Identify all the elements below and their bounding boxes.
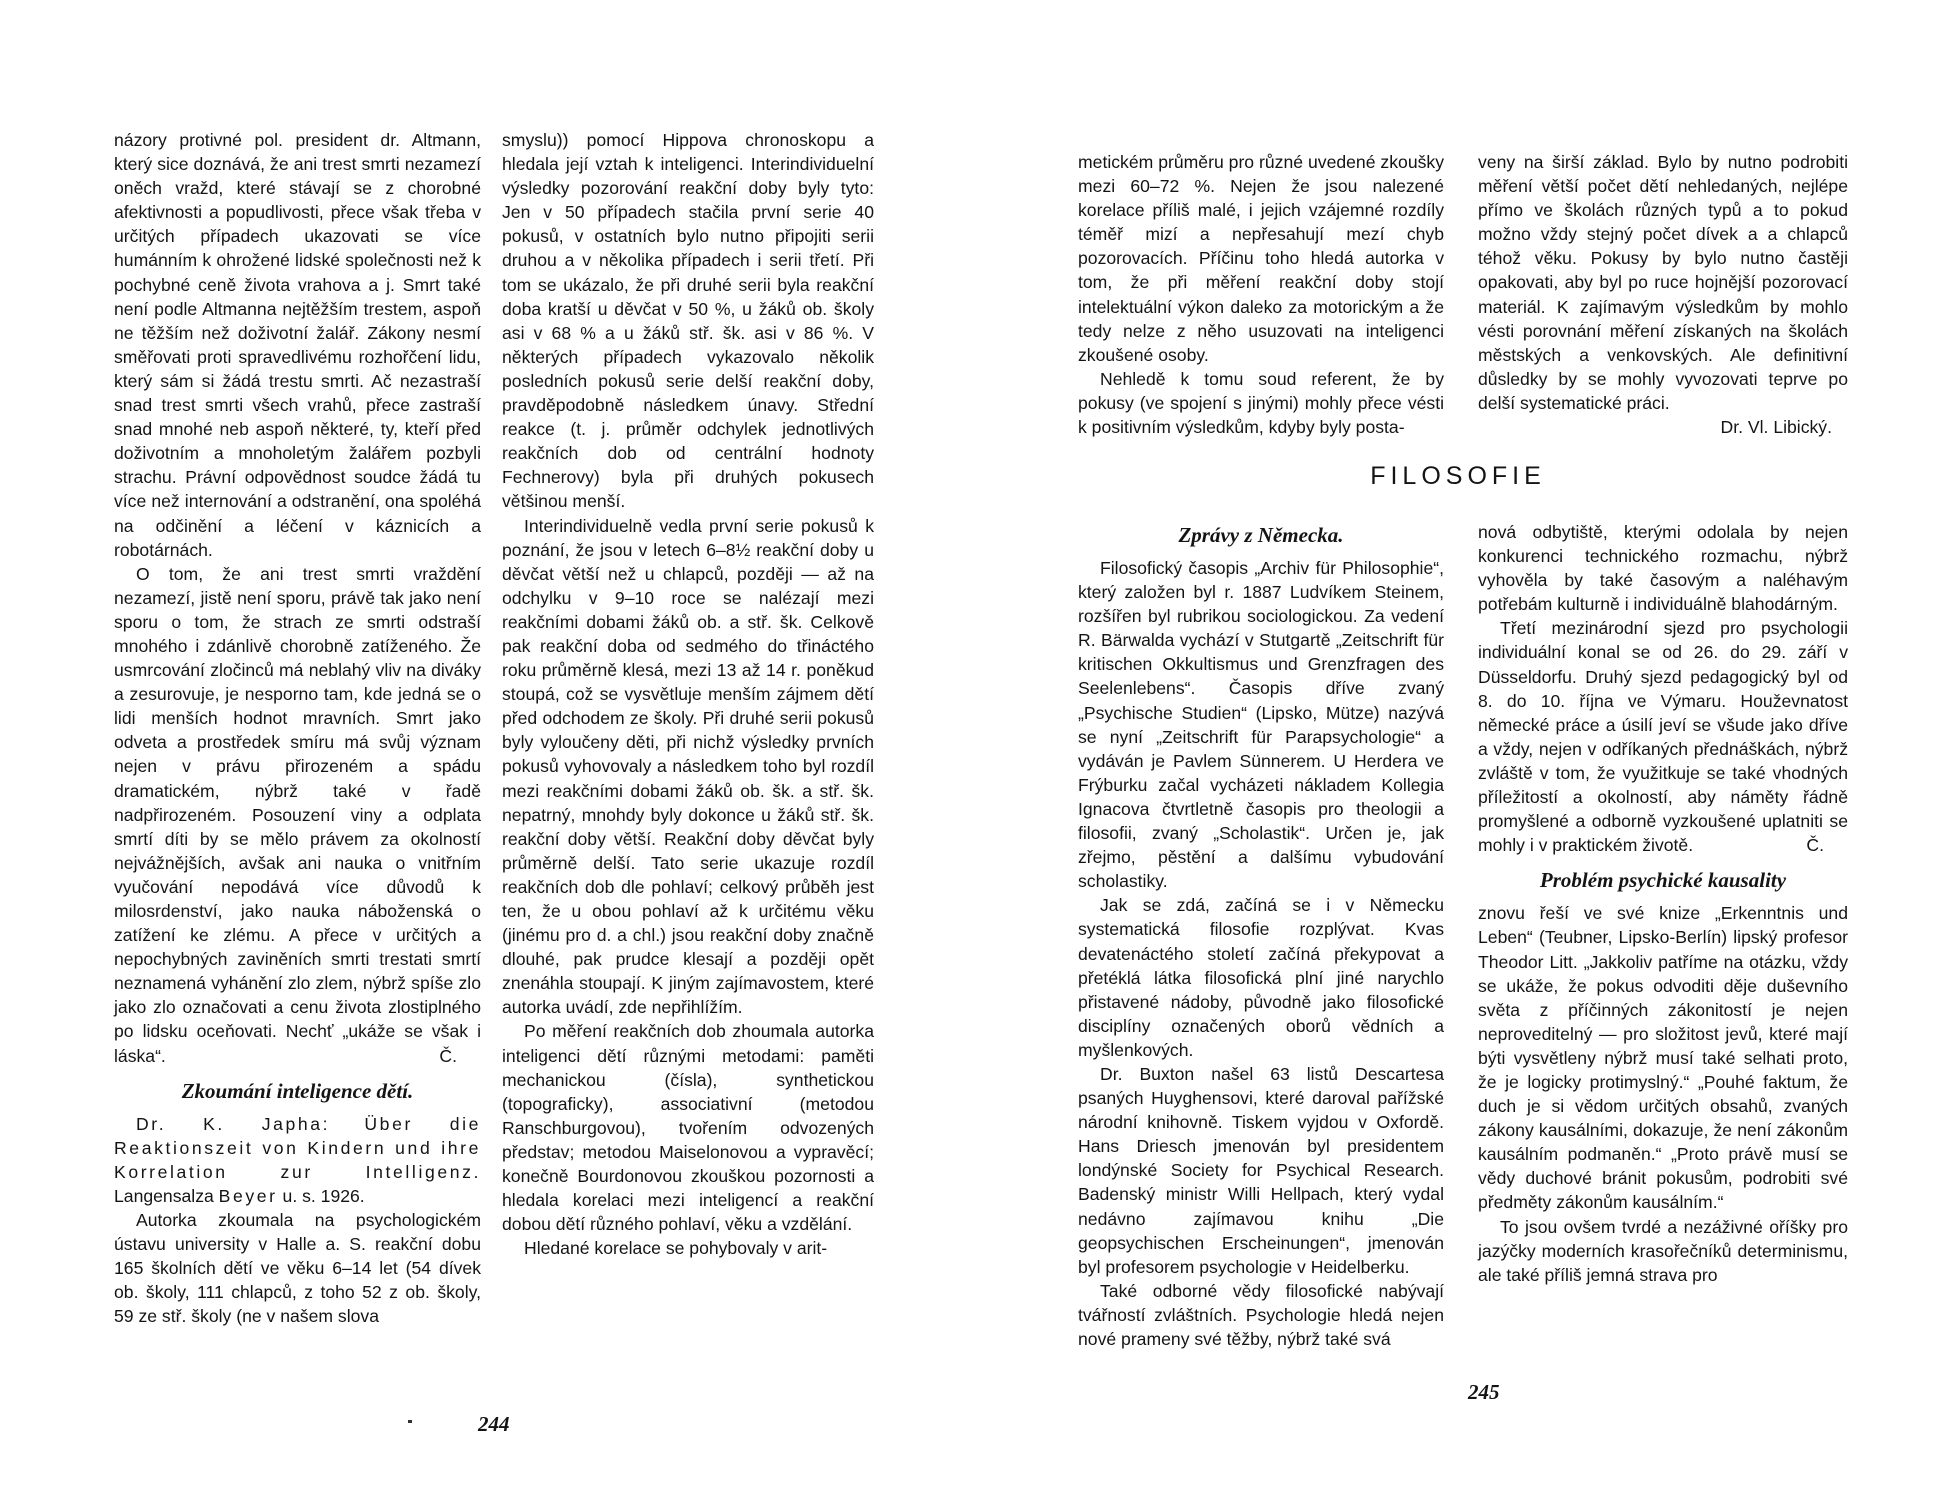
right-page-column-4 (1478, 520, 1848, 1287)
book-citation (114, 1112, 481, 1208)
paragraph (1478, 520, 1848, 616)
left-page-column-2 (502, 128, 874, 1260)
page-number: 245 (1468, 1380, 1500, 1404)
paragraph: Autorka zkoumala na psychologickém ústavu university v Halle a. S. reakční dobu 165 školních dětí ve věku 6–14 let (54 dívek ob. školy, 111 chlapců, z toho 52 z ob. školy, 59 ze stř. školy (ne v našem slova (114, 1210, 481, 1327)
citation-publisher: Beyer (218, 1185, 278, 1206)
paragraph: veny na širší základ. Bylo by nutno podrobiti měření větší počet dětí nehledaných, nejlépe přímo ve školách různých typů a to pokud možno vždy stejný počet dívek a a chlapců téhož věku. Pokusy by bylo nutno častěji opakovati, aby byl po ruce hojnější pozorovací materiál. K zajímavým výsledkům by mohlo vésti porovnání měření získaných na školách městských a venkovských. Ale definitivní důsledky by se mohly vyvozovati teprve po delší systematické práci. (1478, 152, 1848, 413)
paragraph: smyslu)) pomocí Hippova chronoskopu a hledala její vztah k inteligenci. Interindividuelní výsledky pozorování reakční doby byly tyto: Jen v 50 případech stačila první serie 40 pokusů, v ostatních bylo nutno připojiti serii druhou a v několika případech i serii třetí. Při tom se ukázalo, že při druhé serii byla reakční doba kratší u děvčat v 50 %, u žáků ob. školy asi v 68 % a u žáků stř. šk. asi v 86 %. V některých případech vykazovalo několik posledních pokusů serie delší reakční doby, pravděpodobně následkem únavy. Střední reakce (t. j. průměr odchylek jednotlivých reakčních dob od centrální hodnoty Fechnerovy) byla při druhých pokusech většinou menší. (502, 130, 874, 512)
paragraph: Po měření reakčních dob zhoumala autorka inteligenci dětí různými metodami: paměti mechanickou (čísla), synthetickou (topograficky), associativní (metodou Ranschburgovou), tvořením odvozených představ; metodou Maiselonovou a vypravěcí; konečně Bourdonovou zkouškou pozornosti a hledala korelaci mezi inteligencí a reakční dobou dětí různého pohlaví, věku a vzdělání. (502, 1021, 874, 1235)
paragraph-text: O tom, že ani trest smrti vraždění nezamezí, jistě není sporu, právě tak jako není sporu o tom, že strach ze smrti odstraší mnohého i zdánlivě chorobně zatíženého. Že usmrcování zločinců má neblahý vliv na diváky a zesurovuje, je nesporno tam, kde jedná se o lidi menších hodnot mravních. Smrt jako odveta a prostředek smíru má svůj význam nejen v právu přirozeném a spádu dramatickém, nýbrž také v řadě nadpřirozeném. Posouzení viny a odplata smrtí díti by se mělo právem za okolností nejvážnějších, avšak ani nauka o vnitřním vyučování nepodává více důvodů k milosrdenství, jako nauka náboženská o zatížení ke zlému. A přece v určitých a nepochybných zaviněních smrti trestati smrtí neznamená vyhánění zlo zlem, nýbrž spíše zlo jako zlo označovati a cenu života zlostiplného po lidsku oceňovati. Nechť „ukáže se však i láska“. (114, 563, 481, 1066)
author-signature: Č. (1806, 835, 1824, 856)
section-heading: Problém psychické kausality (1539, 868, 1787, 893)
paragraph: To jsou ovšem tvrdé a nezáživné oříšky pro jazýčky moderních krasořečníků determinismu, ale také příliš jemná strava pro (1478, 1216, 1848, 1285)
paragraph: názory protivné pol. president dr. Altmann, který sice doznává, že ani trest smrti nezamezí oněch vražd, které stávají se z chorobné afektivnosti a popudlivosti, přece však třeba v určitých případech ukazovati se více humánním k ohrožené lidské společnosti než k pochybné ceně života vrahova a j. Smrt také není podle Altmanna nejtěžším trestem, aspoň ne těžším než doživotní žalář. Zákony nesmí směřovati proti spravedlivému rozhořčení lidu, který sám si žádá trestu smrti. Ač nezastraší snad trest smrti všech vrahů, přece zastraší snad mnohé neb aspoň některé, ty, kteří před doživotním a mnoholetým žalářem pozbyli strachu. Právní odpovědnost soudce žádá tu více než internování a odstranění, ona spoléhá na odčinění a léčení v káznicích a robotárnách. (114, 130, 481, 560)
author-signature: Č. (439, 1045, 457, 1066)
citation-title: Über die Reaktionszeit von Kindern und ihre Korrelation zur Intelligenz. (114, 1113, 481, 1182)
paragraph: Interindividuelně vedla první serie pokusů k poznání, že jsou v letech 6–8½ reakční doby u děvčat větší než u chlapců, později — až na odchylku v 9–10 roce se nalézají mezi reakčními dobami žáků ob. a stř. šk. Celkově pak reakční doba od sedmého do třináctého roku průměrně klesá, mezi 13 až 14 r. poněkud stoupá, což se vysvětluje menším zájmem dětí před odchodem ze školy. Při druhé serii pokusů byly vyloučeny děti, při nichž výsledky prvních pokusů vyhovovaly a následkem toho byl rozdíl mezi reakčními dobami žáků ob. šk. a stř. šk. nepatrný, mnohdy byly dokonce u žáků stř. šk. reakční doby větší. Reakční doby děvčat byly průměrně delší. Tato serie ukazuje rozdíl reakčních dob dle pohlaví; celkový průběh jest ten, že u obou pohlaví až k určitému věku (jinému pro d. a chl.) jsou reakční doby značně dlouhé, pak prudce klesají a později opět znenáhla stoupají. K jiným zajímavostem, které autorka uvádí, zde nepřihlížím. (502, 515, 874, 1018)
paragraph-text: nová odbytiště, kterými odolala by nejen konkurenci technického rozmachu, nýbrž vyhověla by také časovým a naléhavým potřebám kulturně i individuálně blahodárným. (1478, 522, 1848, 615)
paragraph: Dr. Buxton našel 63 listů Descartesa psaných Huyghensovi, které daroval pařížské národní knihovně. Tiskem vyjdou v Oxfordě. Hans Driesch jmenován byl presidentem londýnské Society for Psychical Research. Badenský ministr Willi Hellpach, který vydal nedávno zajímavou knihu „Die geopsychischen Erscheinungen“, jmenován byl profesorem psychologie v Heidelberku. (1078, 1063, 1444, 1277)
paragraph: Filosofický časopis „Archiv für Philosophie“, který založen byl r. 1887 Ludvíkem Steinem, rozšířen byl rubrikou sociologickou. Za vedení R. Bärwalda vychází v Stutgartě „Zeitschrift für kritischen Okkultismus und Grenzfragen des Seelenlebens“. Časopis dříve zvaný „Psychische Studien“ (Lipsko, Mütze) nazývá se nyní „Zeitschrift für Parapsychologie“ a vydáván je Pavlem Sünnerem. U Herdera ve Frýburku začal vycházeti nákladem Kollegia Ignacova čtvrtletně časopis pro theologii a filosofii, zvaný „Scholastik“. Určen je, jak zřejmo, pěstění a dalšímu vybudování scholastiky. (1078, 558, 1444, 892)
paragraph (1478, 616, 1848, 857)
section-heading: Zkoumání inteligence dětí. (181, 1078, 414, 1103)
paragraph: Hledané korelace se pohybovaly v arit- (524, 1238, 828, 1259)
paragraph (114, 562, 481, 1068)
citation-author: Dr. K. Japha: (136, 1113, 331, 1134)
citation-rest: u. s. 1926. (282, 1185, 365, 1206)
paragraph: Nehledě k tomu soud referent, že by pokusy (ve spojení s jinými) mohly přece vésti k positivním výsledkům, kdyby byly posta- (1078, 368, 1444, 438)
right-page-column-3 (1078, 512, 1444, 1351)
paragraph-text: Třetí mezinárodní sjezd pro psychologii individuální konal se od 26. do 29. září v Düsseldorfu. Druhý sjezd pedagogický byl od 8. do 10. října ve Výmaru. Houževnatost německé práce a úsilí jeví se všude jako dříve a vždy, nejen v odříkaných přednáškách, nýbrž zvláště v tom, že využitkuje se také vhodných příležitostí a okolností, aby náměty řádně promyšlené a odborně vyzkoušené uplatniti se mohly i v praktickém životě. (1478, 618, 1848, 856)
paragraph: Jak se zdá, začíná se i v Německu systematická filosofie rozplývat. Kvas devatenáctého století začíná překypovat a přetéklá látka filosofická plní jiné narychlo přistavené nádoby, původně jako filosofické disciplíny označených oborů vědních a myšlenkových. (1078, 895, 1444, 1060)
section-heading: Zprávy z Německa. (1178, 523, 1344, 547)
paragraph: metickém průměru pro různé uvedené zkoušky mezi 60–72 %. Nejen že jsou nalezené korelace příliš malé, i jejich vzájemné rozdíly téměř mizí a nepřesahují mezí chyb pozorovacích. Příčinu toho hledá autorka v tom, že při měření reakční doby stojí intelektuální výkon daleko za motorickým a že tedy nelze z něho usuzovati na inteligenci zkoušené osoby. (1078, 152, 1444, 365)
section-heading-filosofie: FILOSOFIE (1370, 462, 1546, 490)
left-page-column-1 (114, 128, 481, 1329)
page-number: 244 (478, 1412, 510, 1436)
right-page-column-1 (1078, 150, 1444, 439)
paragraph: znovu řeší ve své knize „Erkenntnis und Leben“ (Teubner, Lipsko-Berlín) lipský profesor Theodor Litt. „Jakkoliv patříme na otázku, vždy se ukáže, že pokus odvoditi děje duševního světa z příčinných zákonitostí je nejen neproveditelný — pro složitost jevů, které mají býti vysvětleny nýbrž musí také selhati proto, že je logicky protimyslný.“ „Pouhé faktum, že duch je si vědom určitých obsahů, zvaných zákony kausálními, dokazuje, že není zákonům kausálním podmaněn.“ „Proto právě musí se vědy duchové bránit pokusům, podrobiti své předměty zákonům kausálním.“ (1478, 903, 1848, 1213)
print-speck (408, 1420, 412, 1423)
right-page-column-2 (1478, 150, 1848, 439)
author-signature: Dr. Vl. Libický. (1720, 417, 1832, 438)
citation-publisher-prefix: Langensalza (114, 1185, 214, 1206)
paragraph: Také odborné vědy filosofické nabývají tvářností zvláštních. Psychologie hledá nejen nové prameny své těžby, nýbrž také svá (1078, 1280, 1444, 1349)
right-page (976, 0, 1952, 1501)
